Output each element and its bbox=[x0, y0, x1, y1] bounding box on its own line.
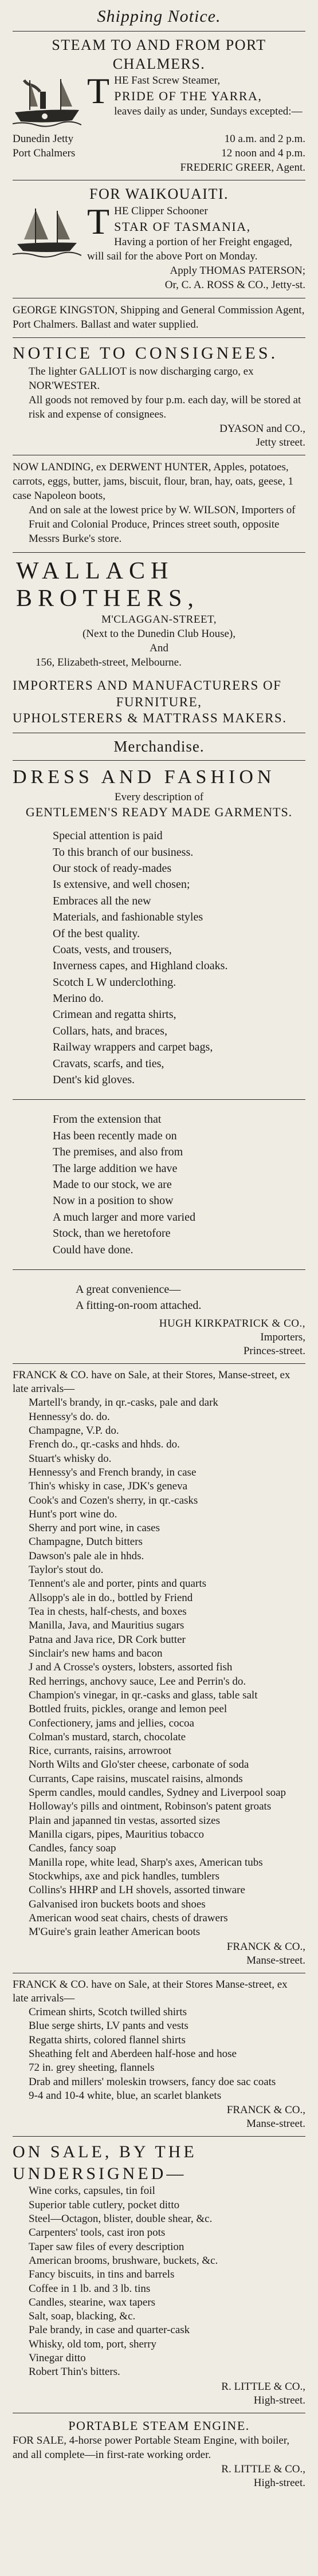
verse-line: Cravats, scarfs, and ties, bbox=[53, 1057, 164, 1070]
ad-heading: ON SALE, BY THE UNDERSIGNED— bbox=[13, 2142, 197, 2183]
verse-line: Railway wrappers and carpet bags, bbox=[53, 1041, 213, 1054]
stock-line: Hunt's port wine do. bbox=[29, 1508, 117, 1520]
verse-line: Crimean and regatta shirts, bbox=[53, 1008, 176, 1021]
ad-line: leaves daily as under, Sundays excepted:— bbox=[114, 105, 303, 118]
stock-line: Taylor's stout do. bbox=[29, 1564, 104, 1576]
stock-line: Regatta shirts, colored flannel shirts bbox=[29, 2034, 186, 2046]
verse-line: A great convenience— bbox=[76, 1283, 181, 1296]
verse-line: Special attention is paid bbox=[53, 829, 163, 843]
ad-signature-title: Importers, bbox=[260, 1331, 305, 1343]
ad-line: HE Fast Screw Steamer, bbox=[114, 74, 221, 86]
verse-line: Dent's kid gloves. bbox=[53, 1073, 135, 1087]
ad-heading: NOTICE TO CONSIGNEES. bbox=[13, 344, 278, 363]
stock-line: Sherry and port wine, in cases bbox=[29, 1522, 160, 1535]
stock-line: Manilla, Java, and Mauritius sugars bbox=[29, 1619, 184, 1632]
ad-signature-address: High-street. bbox=[253, 2394, 305, 2406]
verse-line: The premises, and also from bbox=[53, 1146, 183, 1159]
stock-line: Collins's HHRP and LH shovels, assorted tinware bbox=[29, 1884, 245, 1897]
stock-line: Dawson's pale ale in hhds. bbox=[29, 1549, 144, 1562]
verse-line: Coats, vests, and trousers, bbox=[53, 943, 172, 956]
verse-line: Collars, hats, and braces, bbox=[53, 1024, 167, 1037]
ad-line: FOR SALE, 4-horse power Portable Steam Engine, with boiler, and all complete—in first-rate working order. bbox=[13, 2435, 290, 2461]
stock-line: Rice, currants, raisins, arrowroot bbox=[29, 1745, 172, 1757]
stock-line: American brooms, brushware, buckets, &c. bbox=[29, 2254, 218, 2267]
ad-notice-consignees bbox=[13, 343, 305, 449]
ad-heading: DRESS AND FASHION bbox=[13, 766, 276, 788]
stock-line: Confectionery, jams and jellies, cocoa bbox=[29, 1717, 194, 1729]
stock-line: Champagne, Dutch bitters bbox=[29, 1536, 143, 1548]
ad-line: Apply THOMAS PATERSON; bbox=[170, 264, 305, 277]
ad-signature-address: Jetty street. bbox=[256, 436, 305, 449]
verse-line: Scotch L W underclothing. bbox=[53, 976, 176, 989]
stock-line: Colman's mustard, starch, chocolate bbox=[29, 1731, 186, 1743]
stock-line: Manilla rope, white lead, Sharp's axes, American tubs bbox=[29, 1856, 263, 1869]
ad-line: Having a portion of her Freight engaged, will sail for the above Port on Monday. bbox=[87, 235, 292, 262]
divider bbox=[13, 1363, 305, 1364]
schedule-row bbox=[13, 146, 305, 160]
ad-steam-engine bbox=[13, 2418, 305, 2490]
stock-line: Vinegar ditto bbox=[29, 2352, 86, 2365]
verse-line: To this branch of our business. bbox=[53, 845, 194, 859]
stock-line: Stockwhips, axe and pick handles, tumblers bbox=[29, 1870, 219, 1882]
stock-line: Fancy biscuits, in tins and barrels bbox=[29, 2268, 175, 2281]
divider bbox=[13, 2136, 305, 2137]
verse-line: Inverness capes, and Highland cloaks. bbox=[53, 959, 228, 973]
stock-line: Thin's whisky in case, JDK's geneva bbox=[29, 1480, 188, 1493]
ad-line: FRANCK & CO. have on Sale, at their Stores Manse-street, ex late arrivals— bbox=[13, 1978, 288, 2004]
divider bbox=[13, 337, 305, 338]
ad-heading: FOR WAIKOUAITI. bbox=[89, 186, 229, 203]
divider bbox=[13, 1269, 305, 1270]
stock-line: Tea in chests, half-chests, and boxes bbox=[29, 1606, 187, 1618]
stock-line: French do., qr.-casks and hhds. do. bbox=[29, 1438, 180, 1451]
ad-line: The lighter GALLIOT is now discharging cargo, ex NOR'WESTER. bbox=[29, 365, 254, 392]
ad-dress-fashion bbox=[13, 765, 305, 1358]
stock-line: J and A Crosse's oysters, lobsters, assorted fish bbox=[29, 1661, 233, 1674]
ad-line: Every description of bbox=[114, 791, 204, 803]
ad-george-kingston bbox=[13, 303, 305, 332]
stock-line: Tennent's ale and porter, pints and quarts bbox=[29, 1578, 206, 1590]
verse-line: Is extensive, and well chosen; bbox=[53, 878, 190, 891]
stock-line: Salt, soap, blacking, &c. bbox=[29, 2310, 136, 2323]
stock-line: Candles, fancy soap bbox=[29, 1842, 116, 1855]
stock-line: 9-4 and 10-4 white, blue, an scarlet blankets bbox=[29, 2090, 222, 2102]
ad-derwent-hunter bbox=[13, 460, 305, 546]
stock-line: Cook's and Cozen's sherry, in qr.-casks bbox=[29, 1494, 198, 1507]
stock-line: Martell's brandy, in qr.-casks, pale and dark bbox=[29, 1397, 218, 1409]
drop-cap: T bbox=[87, 200, 110, 242]
ad-franck-stores bbox=[13, 1368, 305, 1967]
verse-line: Now in a position to show bbox=[53, 1194, 174, 1208]
stock-line: Wine corks, capsules, tin foil bbox=[29, 2185, 155, 2197]
ad-trade: UPHOLSTERERS & MATTRASS MAKERS. bbox=[13, 711, 287, 726]
stock-line: Sinclair's new hams and bacon bbox=[29, 1647, 163, 1659]
stock-line: American wood seat chairs, chests of drawers bbox=[29, 1912, 228, 1924]
ad-signature: FRANCK & CO., bbox=[226, 2104, 305, 2117]
verse-line: From the extension that bbox=[53, 1113, 162, 1126]
ad-subheading: GENTLEMEN'S READY MADE GARMENTS. bbox=[25, 804, 293, 819]
ship-name: PRIDE OF THE YARRA, bbox=[114, 89, 262, 104]
ad-line: (Next to the Dunedin Club House), bbox=[82, 627, 235, 640]
divider bbox=[13, 552, 305, 553]
schedule-row bbox=[13, 132, 305, 146]
stock-line: Champion's vinegar, in qr.-casks and glass, table salt bbox=[29, 1689, 258, 1701]
stock-line: Red herrings, anchovy sauce, Lee and Perrin's do. bbox=[29, 1675, 246, 1688]
ad-heading: PORTABLE STEAM ENGINE. bbox=[68, 2418, 250, 2433]
verse-block bbox=[13, 1281, 305, 1314]
stock-line: 72 in. grey sheeting, flannels bbox=[29, 2062, 155, 2074]
stock-line: Galvanised iron buckets boots and shoes bbox=[29, 1898, 206, 1910]
ad-signature: R. LITTLE & CO., bbox=[221, 2463, 305, 2476]
divider bbox=[13, 760, 305, 761]
ship-name: STAR OF TASMANIA, bbox=[114, 219, 251, 234]
ad-heading: STEAM TO AND FROM PORT CHALMERS. bbox=[52, 37, 266, 72]
ad-line: NOW LANDING, ex DERWENT HUNTER, Apples, potatoes, carrots, eggs, butter, jams, biscuit, flour, bran, hay, oats, geese, 1 case Napoleon boots, bbox=[13, 461, 294, 502]
ad-signature: HUGH KIRKPATRICK & CO., bbox=[159, 1317, 305, 1330]
ad-line: M'CLAGGAN-STREET, bbox=[101, 613, 217, 626]
ad-line: 156, Elizabeth-street, Melbourne. bbox=[36, 656, 182, 668]
ad-little-on-sale bbox=[13, 2141, 305, 2406]
ad-signature-address: Princes-street. bbox=[243, 1344, 305, 1357]
divider bbox=[13, 31, 305, 32]
ad-signature-address: High-street. bbox=[253, 2477, 305, 2490]
verse-block bbox=[13, 1111, 305, 1258]
section-title-shipping: Shipping Notice. bbox=[97, 7, 221, 26]
stock-line: Coffee in 1 lb. and 3 lb. tins bbox=[29, 2282, 151, 2295]
steamship-icon bbox=[13, 74, 81, 129]
ad-line: All goods not removed by four p.m. each day, will be stored at risk and expense of consignees. bbox=[29, 394, 301, 420]
verse-line: Merino do. bbox=[53, 992, 104, 1005]
stock-line: Currants, Cape raisins, muscatel raisins, almonds bbox=[29, 1772, 243, 1785]
stock-line: Allsopp's ale in do., bottled by Friend bbox=[29, 1591, 193, 1604]
schedule-times: 10 a.m. and 2 p.m. bbox=[224, 133, 305, 145]
ad-wallach-brothers bbox=[13, 557, 305, 727]
stock-line: Whisky, old tom, port, sherry bbox=[29, 2338, 157, 2350]
ad-signature-address: Manse-street. bbox=[246, 2118, 305, 2130]
verse-line: Of the best quality. bbox=[53, 927, 140, 940]
schedule-times: 12 noon and 4 p.m. bbox=[221, 147, 305, 160]
ad-line: HE Clipper Schooner bbox=[114, 204, 208, 217]
schooner-icon bbox=[13, 205, 81, 260]
ad-steamer-port-chalmers bbox=[13, 36, 305, 174]
stock-line: Candles, stearine, wax tapers bbox=[29, 2296, 156, 2308]
stock-line: Blue serge shirts, LV pants and vests bbox=[29, 2020, 189, 2032]
ad-line: Or, C. A. ROSS & CO., Jetty-st. bbox=[164, 279, 305, 291]
schedule-place: Port Chalmers bbox=[13, 147, 76, 160]
divider bbox=[13, 1099, 305, 1100]
stock-line: Pale brandy, in case and quarter-cask bbox=[29, 2324, 190, 2337]
stock-line: Hennessy's do. do. bbox=[29, 1410, 110, 1423]
verse-line: Has been recently made on bbox=[53, 1129, 177, 1142]
stock-line: Bottled fruits, pickles, orange and lemon peel bbox=[29, 1703, 227, 1716]
ad-signature: FREDERIC GREER, Agent. bbox=[180, 162, 305, 174]
ad-line: FRANCK & CO. have on Sale, at their Stores, Manse-street, ex late arrivals— bbox=[13, 1368, 290, 1395]
ad-franck-clothing bbox=[13, 1978, 305, 2131]
verse-block bbox=[13, 828, 305, 1088]
stock-line: Stuart's whisky do. bbox=[29, 1452, 112, 1465]
stock-line: Drab and millers' moleskin trowsers, fancy doe sac coats bbox=[29, 2075, 276, 2088]
verse-line: Embraces all the new bbox=[53, 894, 151, 907]
stock-line: Sheathing felt and Aberdeen half-hose and hose bbox=[29, 2048, 237, 2060]
ad-line: And bbox=[150, 642, 168, 654]
verse-line: A fitting-on-room attached. bbox=[76, 1299, 202, 1312]
stock-line: Steel—Octagon, blister, double shear, &c. bbox=[29, 2212, 213, 2225]
verse-line: Stock, than we heretofore bbox=[53, 1227, 171, 1240]
verse-line: Our stock of ready-mades bbox=[53, 862, 172, 875]
stock-line: Taper saw files of every description bbox=[29, 2240, 184, 2253]
stock-line: Champagne, V.P. do. bbox=[29, 1424, 119, 1437]
verse-line: The large addition we have bbox=[53, 1162, 178, 1175]
ad-signature: R. LITTLE & CO., bbox=[221, 2380, 305, 2393]
verse-line: Materials, and fashionable styles bbox=[53, 911, 203, 924]
stock-line: Plain and japanned tin vestas, assorted sizes bbox=[29, 1814, 221, 1827]
stock-line: Carpenters' tools, cast iron pots bbox=[29, 2227, 166, 2239]
verse-line: Could have done. bbox=[53, 1243, 134, 1256]
ad-line: And on sale at the lowest price by W. WILSON, Importers of Fruit and Colonial Produce, Princes street south, opposite Messrs Burke's store. bbox=[29, 504, 296, 545]
drop-cap: T bbox=[87, 70, 110, 111]
stock-line: Hennessy's and French brandy, in case bbox=[29, 1466, 197, 1478]
ad-trade: IMPORTERS AND MANUFACTURERS OF bbox=[13, 678, 282, 693]
ad-line: GEORGE KINGSTON, Shipping and General Commission Agent, Port Chalmers. Ballast and water supplied. bbox=[13, 304, 305, 331]
stock-line: Patna and Java rice, DR Cork butter bbox=[29, 1633, 186, 1646]
stock-line: North Wilts and Glo'ster cheese, carbonate of soda bbox=[29, 1759, 249, 1771]
stock-line: Manilla cigars, pipes, Mauritius tobacco bbox=[29, 1828, 205, 1841]
verse-line: A much larger and more varied bbox=[53, 1210, 195, 1224]
ad-signature-address: Manse-street. bbox=[246, 1954, 305, 1967]
stock-line: M'Guire's grain leather American boots bbox=[29, 1926, 201, 1938]
stock-line: Sperm candles, mould candles, Sydney and Liverpool soap bbox=[29, 1787, 286, 1799]
ad-waikouaiti bbox=[13, 185, 305, 292]
stock-line: Holloway's pills and ointment, Robinson's patent groats bbox=[29, 1800, 272, 1813]
stock-line: Robert Thin's bitters. bbox=[29, 2366, 120, 2378]
ad-signature: DYASON and CO., bbox=[219, 423, 305, 435]
stock-line: Crimean shirts, Scotch twilled shirts bbox=[29, 2006, 187, 2019]
stock-line: Superior table cutlery, pocket ditto bbox=[29, 2199, 180, 2211]
verse-line: Made to our stock, we are bbox=[53, 1178, 172, 1191]
section-title-merchandise: Merchandise. bbox=[113, 738, 205, 756]
ad-signature: FRANCK & CO., bbox=[226, 1940, 305, 1953]
ad-title: WALLACH BROTHERS, bbox=[16, 557, 199, 612]
schedule-place: Dunedin Jetty bbox=[13, 133, 74, 145]
ad-trade: FURNITURE, bbox=[116, 694, 202, 709]
